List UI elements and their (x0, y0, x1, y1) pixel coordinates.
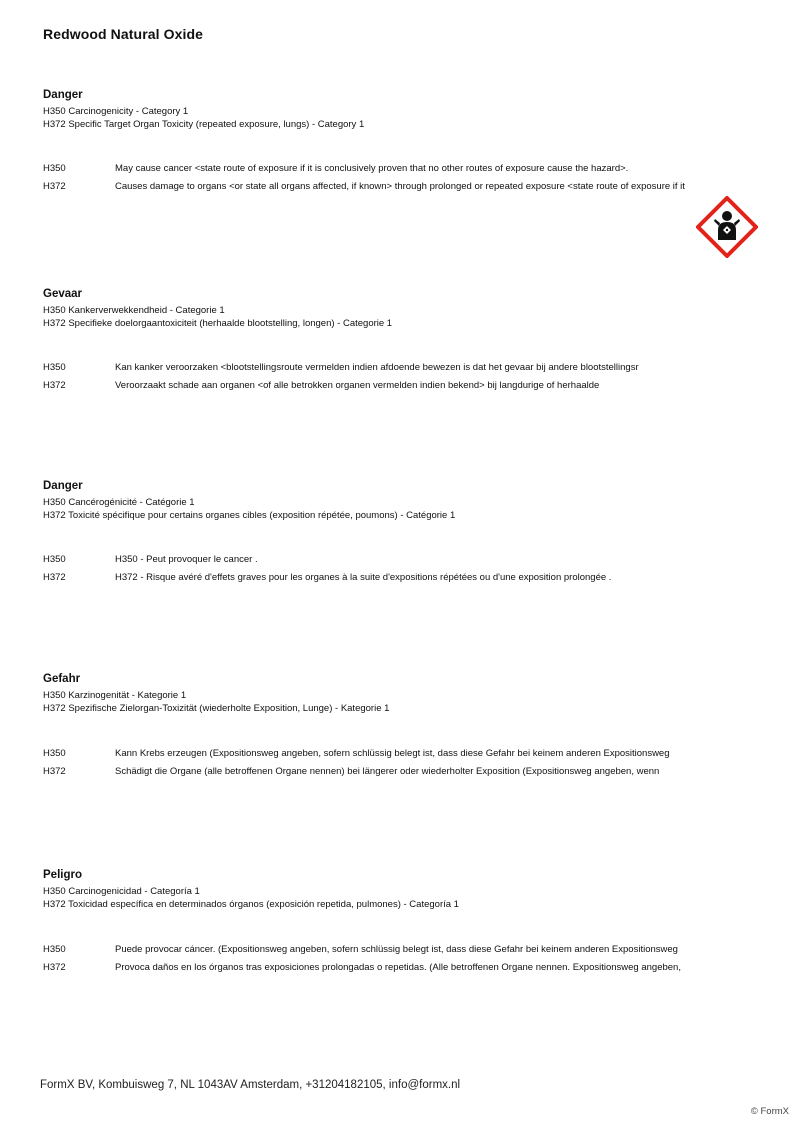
hazard-statement (43, 944, 743, 962)
classification-line: H350 Carcinogenicity - Category 1 (43, 106, 189, 117)
statement-text: Kan kanker veroorzaken <blootstellingsroute vermelden indien afdoende bewezen is dat het gevaar bij andere blootstellingsr (115, 362, 639, 373)
statement-text: Schädigt die Organe (alle betroffenen Organe nennen) bei längerer oder wiederholter Exposition (Expositionsweg angeben, wenn (115, 766, 660, 777)
statement-code: H350 (43, 944, 66, 955)
classification-line: H372 Toxicité spécifique pour certains organes cibles (exposition répétée, poumons) - Catégorie 1 (43, 510, 456, 521)
statement-code: H372 (43, 962, 66, 973)
hazard-statement (43, 163, 743, 181)
hazard-statement (43, 554, 743, 572)
statement-text: Veroorzaakt schade aan organen <of alle betrokken organen vermelden indien bekend> bij langdurige of herhaalde (115, 380, 600, 391)
hazard-statement (43, 362, 743, 380)
hazard-statements (43, 944, 743, 980)
statement-code: H350 (43, 163, 66, 174)
hazard-statement (43, 572, 743, 590)
classification-line: H350 Kankerverwekkendheid - Categorie 1 (43, 305, 225, 316)
signal-word: Danger (43, 89, 83, 101)
section-spanish (43, 869, 743, 973)
section-dutch (43, 288, 743, 391)
classification-line: H372 Specifieke doelorgaantoxiciteit (herhaalde blootstelling, longen) - Categorie 1 (43, 318, 393, 329)
signal-word: Gefahr (43, 673, 81, 685)
hazard-statement (43, 181, 743, 199)
hazard-statements (43, 748, 743, 784)
health-hazard-icon (696, 196, 758, 258)
statement-text: Provoca daños en los órganos tras exposiciones prolongadas o repetidas. (Alle betroffenen Organe nennen. Expositionsweg angeben, (115, 962, 681, 973)
hazard-statement (43, 748, 743, 766)
hazard-statements (43, 163, 743, 199)
statement-code: H350 (43, 362, 66, 373)
statement-code: H372 (43, 380, 66, 391)
hazard-statement (43, 766, 743, 784)
statement-text: May cause cancer <state route of exposure if it is conclusively proven that no other routes of exposure cause the hazard>. (115, 163, 629, 174)
classification-line: H372 Specific Target Organ Toxicity (repeated exposure, lungs) - Category 1 (43, 119, 365, 130)
signal-word: Peligro (43, 869, 82, 881)
statement-text: Kann Krebs erzeugen (Expositionsweg angeben, sofern schlüssig belegt ist, dass diese Gefahr bei keinem anderen Expositionsweg (115, 748, 670, 759)
classification-line: H350 Cancérogénicité - Catégorie 1 (43, 497, 195, 508)
classification-line: H372 Spezifische Zielorgan-Toxizität (wiederholte Exposition, Lunge) - Kategorie 1 (43, 703, 390, 714)
statement-text: Puede provocar cáncer. (Expositionsweg angeben, sofern schlüssig belegt ist, dass diese Gefahr bei keinem anderen Expositionsweg (115, 944, 678, 955)
hazard-statements (43, 554, 743, 590)
classification-line: H350 Karzinogenität - Kategorie 1 (43, 690, 187, 701)
signal-word: Gevaar (43, 288, 83, 300)
statement-code: H372 (43, 572, 66, 583)
statement-code: H350 (43, 554, 66, 565)
statement-code: H372 (43, 766, 66, 777)
hazard-statement (43, 962, 743, 980)
signal-word: Danger (43, 480, 83, 492)
statement-code: H350 (43, 748, 66, 759)
section-english (43, 89, 743, 192)
statement-text: H372 - Risque avéré d'effets graves pour les organes à la suite d'expositions répétées ou d'une exposition prolongée . (115, 572, 612, 583)
section-french (43, 480, 743, 583)
classification-line: H350 Carcinogenicidad - Categoría 1 (43, 886, 200, 897)
statement-text: H350 - Peut provoquer le cancer . (115, 554, 258, 565)
footer-address: FormX BV, Kombuisweg 7, NL 1043AV Amsterdam, +31204182105, info@formx.nl (40, 1079, 461, 1091)
product-title: Redwood Natural Oxide (43, 26, 204, 42)
statement-text: Causes damage to organs <or state all organs affected, if known> through prolonged or repeated exposure <state route of exposure if it (115, 181, 685, 192)
copyright-notice: © FormX (750, 1106, 789, 1117)
section-german (43, 673, 743, 777)
statement-code: H372 (43, 181, 66, 192)
hazard-statement (43, 380, 743, 398)
hazard-statements (43, 362, 743, 398)
classification-line: H372 Toxicidad específica en determinados órganos (exposición repetida, pulmones) - Categoría 1 (43, 899, 459, 910)
